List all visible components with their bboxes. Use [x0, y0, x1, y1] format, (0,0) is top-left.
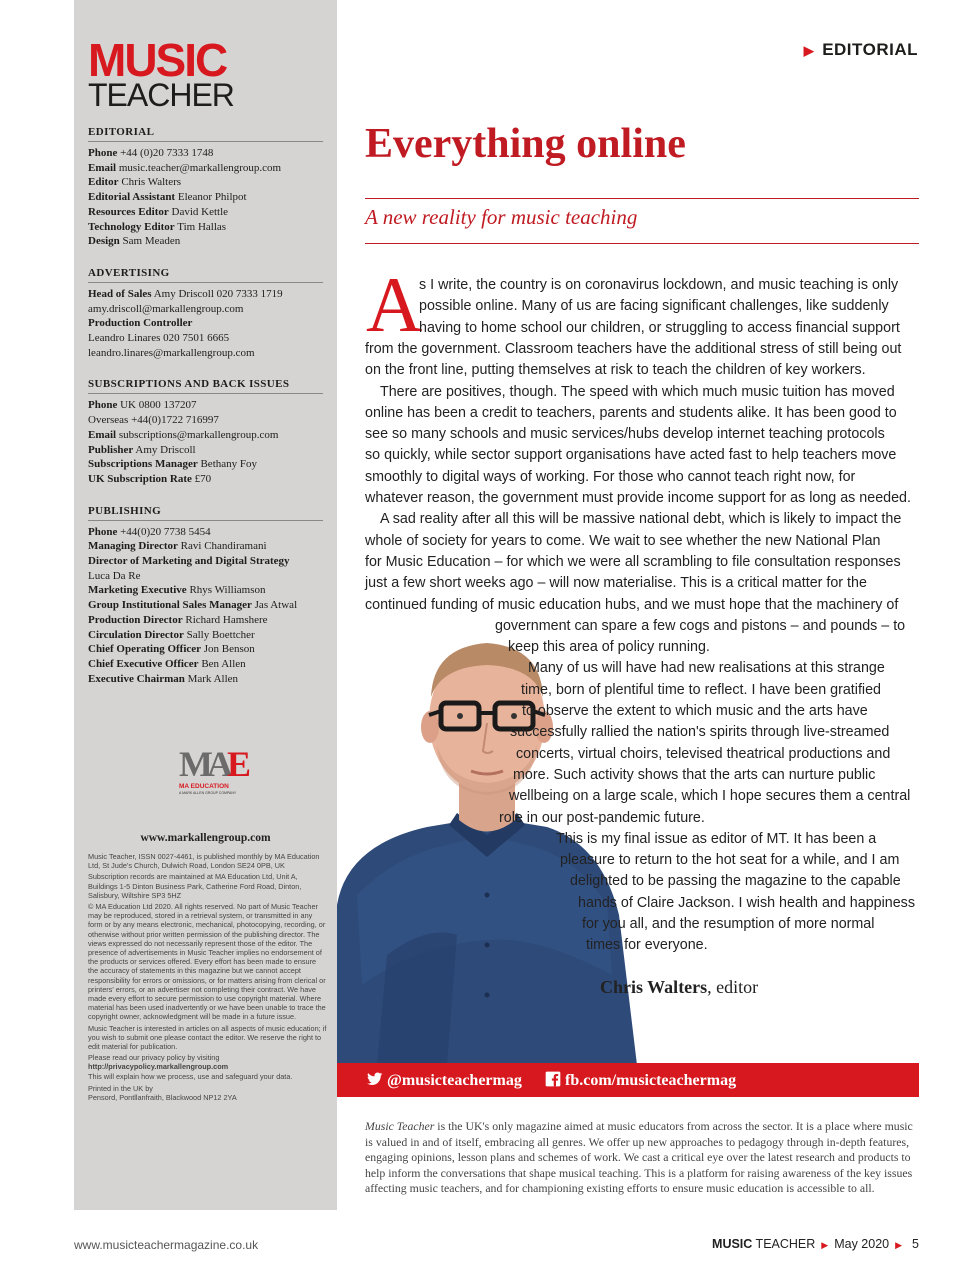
- article-line: pleasure to return to the hot seat for a while, and I am: [560, 852, 900, 869]
- article-line: There are positives, though. The speed with which much music tuition has moved: [380, 383, 895, 400]
- masthead-value: Sally Boettcher: [186, 628, 255, 641]
- masthead-label: Managing Director: [88, 540, 178, 553]
- masthead-value: Bethany Foy: [200, 458, 257, 471]
- masthead-label: Chief Executive Officer: [88, 657, 199, 670]
- masthead-line: [88, 413, 323, 428]
- masthead-value: UK 0800 137207: [120, 399, 197, 412]
- article-line: from the government. Classroom teachers have the additional stress of still being out: [365, 340, 902, 357]
- masthead-section-heading: SUBSCRIPTIONS AND BACK ISSUES: [88, 378, 323, 394]
- logo-music: MUSIC: [88, 34, 227, 86]
- masthead-line: [88, 161, 323, 176]
- article-line: This is my final issue as editor of MT. It has been a: [556, 830, 877, 847]
- article-line: delighted to be passing the magazine to the capable: [570, 873, 901, 890]
- masthead-line: [88, 657, 323, 672]
- masthead-section: [88, 505, 323, 687]
- page-number: 5: [912, 1237, 919, 1251]
- twitter-handle: @musicteachermag: [387, 1072, 522, 1089]
- masthead-value: David Kettle: [171, 205, 229, 218]
- article-line: whatever reason, the government must provide income support for as long as needed.: [365, 490, 911, 506]
- article-line: more. Such activity shows that the arts can nurture public: [513, 766, 876, 783]
- article-line: to observe the extent to which music and the arts have: [522, 703, 868, 719]
- masthead-value: +44(0)20 7738 5454: [120, 525, 211, 538]
- masthead-line: [88, 613, 323, 628]
- masthead-line: [88, 539, 323, 554]
- masthead-value: Overseas +44(0)1722 716997: [88, 414, 219, 427]
- mae-name: MA EDUCATION: [179, 783, 229, 790]
- small-print: [88, 852, 328, 1105]
- masthead-value: subscriptions@markallengroup.com: [118, 428, 279, 441]
- masthead-label: Editor: [88, 176, 119, 189]
- article-line: for Music Education – for which we were all scrambling to file consultation responses: [365, 553, 901, 570]
- signoff-name: Chris Walters: [600, 977, 708, 997]
- logo-teacher: TEACHER: [88, 77, 234, 113]
- about-text: is the UK's only magazine aimed at music educators from across the sector. It is a place where music is valued in and of itself, embracing all genres. We offer up new approaches to pedagogy through in-depth features, engaging opinions, lesson plans and schemes of work. We cast a critical eye over the latest research and products to help inform the conversations that shape musical teaching. This is a platform for raising awareness of the key issues affecting music teachers, and for championing existing efforts to ensure music education is accessible to all.: [365, 1119, 913, 1195]
- masthead-label: Technology Editor: [88, 220, 175, 233]
- section-tag: [804, 40, 918, 60]
- article-line: Many of us will have had new realisations at this strange: [528, 660, 885, 677]
- small-print-paragraph: Printed in the UK by: [88, 1083, 153, 1093]
- masthead-line: [88, 175, 323, 190]
- article-line: s I write, the country is on coronavirus lockdown, and music teaching is only: [419, 277, 899, 293]
- masthead-value: Tim Hallas: [177, 220, 227, 233]
- masthead-value: Mark Allen: [187, 672, 239, 685]
- footer-folio: [712, 1237, 919, 1251]
- masthead-value: Eleanor Philpot: [177, 191, 247, 204]
- article-standfirst: A new reality for music teaching: [365, 205, 638, 229]
- masthead-label: Director of Marketing and Digital Strategy: [88, 555, 290, 568]
- article-line: on the front line, putting themselves at risk to teach the children of key workers.: [365, 362, 866, 379]
- article-line: role in our post-pandemic future.: [499, 809, 705, 826]
- masthead-value: music.teacher@markallengroup.com: [118, 161, 282, 174]
- masthead-line: [88, 628, 323, 643]
- article-line: successfully rallied the nation's spirits through live-streamed: [510, 724, 890, 741]
- masthead-value: Chris Walters: [121, 176, 182, 189]
- article-line: so quickly, while sector support organisations have acted fast to help teachers move: [365, 447, 897, 464]
- masthead-label: Subscriptions Manager: [88, 458, 198, 471]
- masthead-section: [88, 378, 323, 486]
- twitter-link[interactable]: [367, 1071, 522, 1090]
- masthead-line: [88, 287, 323, 302]
- masthead-line: [88, 443, 323, 458]
- masthead-value: leandro.linares@markallengroup.com: [88, 346, 255, 359]
- masthead-line: [88, 472, 323, 487]
- masthead-line: [88, 642, 323, 657]
- masthead-label: Phone: [88, 525, 118, 538]
- footer-mag-rest: TEACHER: [752, 1237, 816, 1251]
- masthead-label: Group Institutional Sales Manager: [88, 599, 252, 612]
- masthead-label: Phone: [88, 147, 118, 159]
- masthead-label: Head of Sales: [88, 287, 152, 300]
- masthead-label: Production Director: [88, 613, 183, 626]
- masthead-line: [88, 331, 323, 346]
- triangle-right-icon: ▶: [895, 1240, 903, 1250]
- music-teacher-logo: [88, 34, 323, 113]
- article-line: concerts, virtual choirs, televised theatrical productions and: [516, 745, 891, 762]
- masthead-value: Jon Benson: [203, 643, 255, 656]
- article-line: time, born of plentiful time to reflect. I have been gratified: [521, 681, 881, 698]
- masthead-line: [88, 234, 323, 249]
- masthead-section: [88, 267, 323, 361]
- title-divider: [365, 198, 919, 199]
- article-line: possible online. Many of us are facing significant challenges, like suddenly: [419, 298, 889, 315]
- masthead-value: Leandro Linares 020 7501 6665: [88, 332, 230, 345]
- masthead-line: [88, 569, 323, 584]
- article-line: for you all, and the resumption of more normal: [582, 916, 875, 932]
- masthead-value: Amy Driscoll 020 7333 1719: [153, 287, 283, 300]
- masthead-line: [88, 583, 323, 598]
- mae-letters-grey: MA: [179, 744, 227, 784]
- masthead-label: Publisher: [88, 443, 134, 456]
- masthead-section-heading: ADVERTISING: [88, 267, 323, 283]
- masthead-label: Resources Editor: [88, 205, 169, 218]
- masthead-section: [88, 126, 323, 249]
- masthead-line: [88, 428, 323, 443]
- masthead-value: Ben Allen: [201, 657, 246, 670]
- masthead-value: +44 (0)20 7333 1748: [120, 147, 214, 159]
- masthead-line: [88, 598, 323, 613]
- mae-letter-red: E: [226, 744, 245, 784]
- signoff-role: , editor: [707, 977, 759, 997]
- masthead-sections: [88, 126, 323, 686]
- masthead-line: [88, 220, 323, 235]
- magazine-description: [365, 1119, 921, 1197]
- masthead-line: [88, 672, 323, 687]
- masthead-line: [88, 554, 323, 569]
- article-line: keep this area of policy running.: [508, 639, 710, 656]
- footer-website-link[interactable]: www.musicteachermagazine.co.uk: [74, 1238, 259, 1252]
- masthead-label: Marketing Executive: [88, 584, 187, 597]
- triangle-right-icon: ▶: [821, 1240, 829, 1250]
- section-tag-label: EDITORIAL: [822, 40, 918, 59]
- masthead-sidebar: [74, 0, 337, 1210]
- masthead-section-heading: EDITORIAL: [88, 126, 323, 142]
- article-line: having to home school our children, or struggling to access financial support: [419, 319, 900, 336]
- social-bar: [337, 1063, 919, 1097]
- mae-sub: A MARK ALLEN GROUP COMPANY: [179, 791, 237, 795]
- small-print-paragraph: Music Teacher, ISSN 0027-4461, is published monthly by MA Education Ltd, St Jude's Church, Dulwich Road, London SE24 0PB, UK: [88, 852, 320, 871]
- masthead-label: Email: [88, 428, 117, 441]
- masthead-label: UK Subscription Rate: [88, 472, 192, 485]
- small-print-paragraph: Music Teacher is interested in articles on all aspects of music education; if you wish to submit one please contact the editor. We reserve the right to edit material for publication.: [88, 1023, 327, 1052]
- masthead-value: Amy Driscoll: [135, 443, 196, 456]
- article-line: times for everyone.: [586, 937, 708, 954]
- article-line: wellbeing on a large scale, which I hope secures them a central: [509, 788, 911, 805]
- small-print-paragraph: http://privacypolicy.markallengroup.com: [88, 1062, 229, 1072]
- drop-cap: A: [366, 261, 423, 348]
- article-line: just a few short weeks ago – will now materialise. This is a critical matter for the: [365, 575, 867, 592]
- article-line: smoothly to digital ways of working. For those who cannot teach right now, for: [365, 468, 856, 485]
- masthead-line: [88, 525, 323, 540]
- about-lead: Music Teacher: [365, 1119, 435, 1133]
- article-line: continued funding of music education hubs, and we must hope that the machinery of: [365, 596, 899, 613]
- facebook-link[interactable]: [545, 1071, 736, 1090]
- masthead-label: Chief Operating Officer: [88, 643, 202, 656]
- publisher-website-link[interactable]: www.markallengroup.com: [140, 832, 271, 844]
- triangle-right-icon: ▶: [803, 43, 815, 58]
- masthead-line: [88, 190, 323, 205]
- article-line: government can spare a few cogs and pistons – and pounds – to: [495, 617, 906, 634]
- small-print-paragraph: Subscription records are maintained at MA Education Ltd, Unit A, Buildings 1-5 Dinton Business Park, Catherine Ford Road, Dinton, Salisbury, Wiltshire SP3 5HZ: [88, 872, 302, 900]
- article-line: online has been a credit to teachers, parents and students alike. It has been good to: [365, 404, 897, 421]
- article-line: see so many schools and music services/hubs develop internet teaching protocols: [365, 426, 885, 443]
- small-print-paragraph: © MA Education Ltd 2020. All rights reserved. No part of Music Teacher may be reproduced, stored in a retrieval system, or transmitted in any form or by any means electronic, mechanical, photocopying, recording, or otherwise without prior written permission of the publishing director. The views expressed do not necessarily represent those of the editor. The presence of advertisements in Music Teacher implies no endorsement of the products or services offered. Every effort has been made to ensure the accuracy of statements in this magazine but we cannot accept responsibility for errors or omissions, or for matters arising from clerical or printers' errors, or an advertiser not completing their contract. We have made every effort to secure permission to use copyright material. Where material has been used inadvertently or we have been unable to trace the copyright owner, acknowledgment will be made in a future issue.: [88, 902, 326, 1022]
- masthead-value: Jas Atwal: [254, 599, 298, 612]
- ma-education-logo: [179, 744, 245, 795]
- masthead-value: Ravi Chandiramani: [180, 540, 267, 553]
- masthead-value: Sam Meaden: [122, 235, 181, 248]
- small-print-paragraph: This will explain how we process, use and safeguard your data.: [88, 1071, 293, 1081]
- small-print-paragraph: Please read our privacy policy by visiting: [88, 1053, 220, 1063]
- article-line: A sad reality after all this will be massive national debt, which is likely to impact the: [380, 511, 902, 528]
- masthead-value: Luca Da Re: [88, 569, 141, 582]
- masthead-line: [88, 346, 323, 361]
- article-line: hands of Claire Jackson. I wish health and happiness: [578, 894, 915, 911]
- article-line: whole of society for years to come. We wait to see whether the new National Plan: [365, 532, 881, 549]
- small-print-paragraph: Pensord, Pontllanfraith, Blackwood NP12 2YA: [88, 1093, 237, 1103]
- masthead-label: Editorial Assistant: [88, 191, 176, 204]
- masthead-section-heading: PUBLISHING: [88, 505, 323, 521]
- masthead-label: Email: [88, 161, 117, 174]
- article-title: Everything online: [365, 121, 686, 167]
- masthead-label: Design: [88, 235, 120, 248]
- footer-issue: May 2020: [834, 1237, 890, 1251]
- standfirst-divider: [365, 243, 919, 244]
- masthead-label: Circulation Director: [88, 628, 184, 641]
- masthead-line: [88, 302, 323, 317]
- twitter-icon: [367, 1071, 383, 1087]
- masthead-value: amy.driscoll@markallengroup.com: [88, 302, 244, 315]
- masthead-value: Richard Hamshere: [185, 613, 268, 626]
- footer-mag-bold: MUSIC: [712, 1237, 753, 1251]
- masthead-line: [88, 457, 323, 472]
- masthead-line: [88, 146, 323, 161]
- masthead-label: Phone: [88, 399, 118, 412]
- masthead-value: £70: [194, 472, 212, 485]
- masthead-line: [88, 316, 323, 331]
- masthead-line: [88, 205, 323, 220]
- masthead-value: Rhys Williamson: [189, 584, 266, 597]
- article-signoff: [600, 977, 758, 998]
- masthead-label: Production Controller: [88, 317, 193, 330]
- masthead-label: Executive Chairman: [88, 672, 185, 685]
- facebook-handle: fb.com/musicteachermag: [565, 1072, 737, 1089]
- masthead-line: [88, 398, 323, 413]
- facebook-icon: [545, 1071, 561, 1087]
